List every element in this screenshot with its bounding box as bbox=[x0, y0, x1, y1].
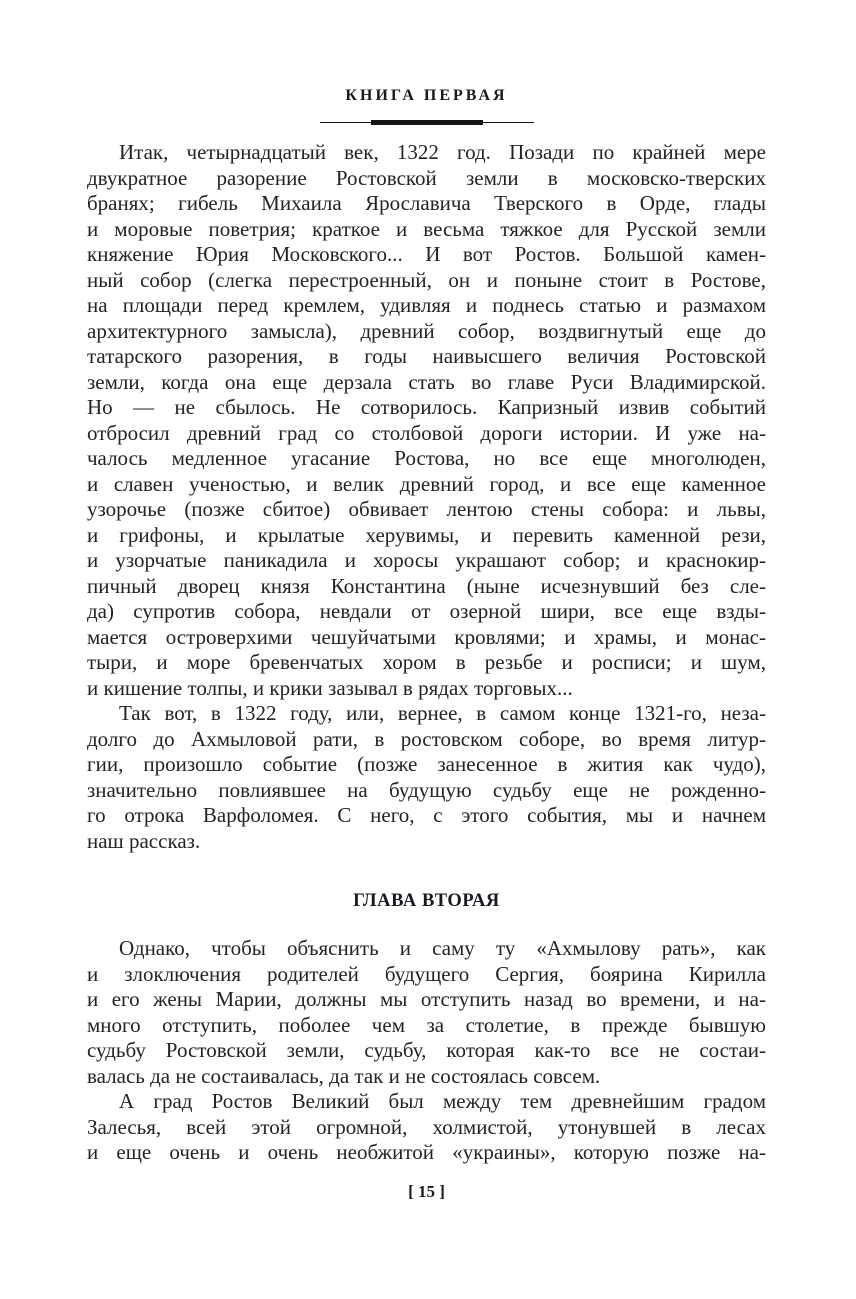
ornament-thick-line bbox=[371, 120, 483, 125]
text-line: и его жены Марии, должны мы отступить назад во времени, и на- bbox=[87, 987, 766, 1011]
text-line: Итак, четырнадцатый век, 1322 год. Позади по крайней мере bbox=[119, 140, 766, 164]
text-line: тыри, и море бревенчатых хором в резьбе и росписи; и шум, bbox=[87, 650, 766, 674]
text-line: пичный дворец князя Константина (ныне исчезнувший без сле- bbox=[87, 573, 766, 598]
text-line: Однако, чтобы объяснить и саму ту «Ахмылову рать», как bbox=[119, 936, 766, 960]
paragraph bbox=[87, 701, 766, 854]
text-line: на площади перед кремлем, удивляя и поднесь статью и размахом bbox=[87, 293, 766, 317]
text-body bbox=[87, 140, 766, 1166]
text-line: А град Ростов Великий был между тем древнейшим градом bbox=[119, 1089, 766, 1113]
text-line: и славен ученостью, и велик древний город, и все еще каменное bbox=[87, 471, 766, 496]
text-line: архитектурного замысла), древний собор, воздвигнутый еще до bbox=[87, 318, 766, 343]
text-line: княжение Юрия Московского... И вот Ростов. Большой камен- bbox=[87, 242, 766, 266]
text-line: Залесья, всей этой огромной, холмистой, утонувшей в лесах bbox=[87, 1114, 766, 1139]
text-line: отбросил древний град со столбовой дороги истории. И уже на- bbox=[87, 420, 766, 445]
text-line: татарского разорения, в годы наивысшего величия Ростовской bbox=[87, 344, 766, 368]
text-line: двукратное разорение Ростовской земли в московско-тверских bbox=[87, 165, 766, 190]
text-line: мается островерхими чешуйчатыми кровлями; и храмы, и монас- bbox=[87, 624, 766, 649]
text-line: наш рассказ. bbox=[87, 828, 201, 853]
text-line: гии, произошло событие (позже занесенное в жития как чудо), bbox=[87, 752, 766, 776]
text-line: узорочье (позже сбитое) обвивает лентою стены собора: и львы, bbox=[87, 497, 766, 521]
text-line: и кишение толпы, и крики зазывал в рядах торговых... bbox=[87, 675, 573, 700]
text-line: валась да не состаивалась, да так и не состоялась совсем. bbox=[87, 1063, 601, 1088]
text-line: и узорчатые паникадила и хоросы украшают собор; и краснокир- bbox=[87, 548, 766, 572]
chapter-heading: ГЛАВА ВТОРАЯ bbox=[353, 891, 500, 911]
paragraph bbox=[87, 936, 766, 1089]
text-line: и еще очень и очень необжитой «украины», которую позже на- bbox=[87, 1140, 766, 1164]
text-line: да) супротив собора, невдали от озерной шири, все еще взды- bbox=[87, 599, 766, 623]
type-area bbox=[87, 0, 766, 1202]
text-line: земли, когда она еще дерзала стать во главе Руси Владимирской. bbox=[87, 369, 766, 394]
text-line: чалось медленное угасание Ростова, но все еще многолюден, bbox=[87, 446, 766, 470]
text-line: бранях; гибель Михаила Ярославича Тверского в Орде, глады bbox=[87, 191, 766, 215]
text-line: и моровые поветрия; краткое и весьма тяжкое для Русской земли bbox=[87, 216, 766, 241]
text-line: много отступить, поболее чем за столетие, в прежде бывшую bbox=[87, 1012, 766, 1037]
text-line: Но — не сбылось. Не сотворилось. Капризный извив событий bbox=[87, 395, 766, 419]
page-number: [ 15 ] bbox=[408, 1181, 445, 1201]
text-line: и грифоны, и крылатые херувимы, и перевить каменной рези, bbox=[87, 522, 766, 547]
paragraph bbox=[87, 140, 766, 701]
text-line: и злоключения родителей будущего Сергия, боярина Кирилла bbox=[87, 961, 766, 986]
text-line: долго до Ахмыловой рати, в ростовском соборе, во время литур- bbox=[87, 726, 766, 751]
text-line: Так вот, в 1322 году, или, вернее, в самом конце 1321-го, неза- bbox=[119, 701, 766, 725]
paragraph bbox=[87, 1089, 766, 1166]
text-line: значительно повлиявшее на будущую судьбу еще не рожденно- bbox=[87, 777, 766, 802]
text-line: судьбу Ростовской земли, судьбу, которая как-то все не состаи- bbox=[87, 1038, 766, 1062]
text-line: го отрока Варфоломея. С него, с этого события, мы и начнем bbox=[87, 803, 766, 827]
header-ornament-rule bbox=[320, 120, 534, 125]
text-line: ный собор (слегка перестроенный, он и поныне стоит в Ростове, bbox=[87, 267, 766, 292]
book-part-title: КНИГА ПЕРВАЯ bbox=[345, 87, 508, 104]
